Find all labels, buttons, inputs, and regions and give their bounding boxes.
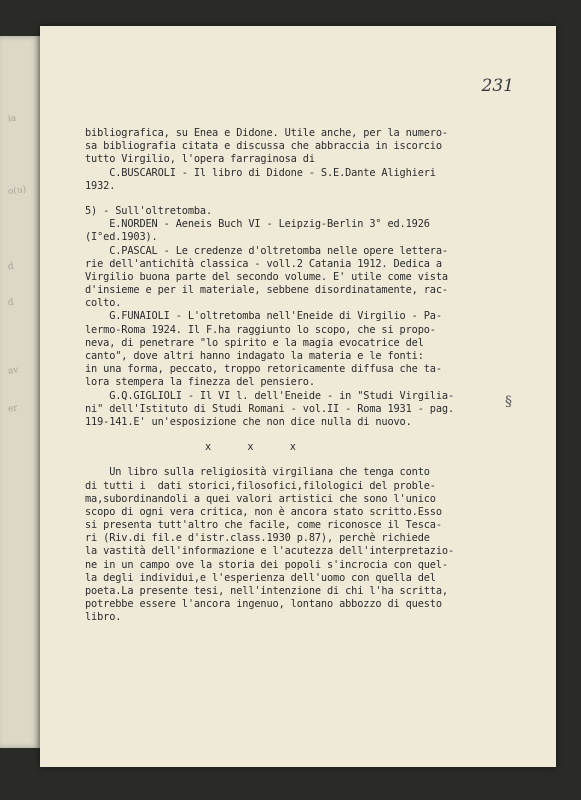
text-line: ri (Riv.di fil.e d'istr.class.1930 p.87), perchè richiede — [85, 532, 430, 545]
section-heading: 5) - Sull'oltretomba. — [85, 204, 213, 217]
text-line: bibliografica, su Enea e Didone. Utile anche, per la numero- — [85, 127, 448, 139]
text-line: E.NORDEN - Aeneis Buch VI - Leipzig-Berlin 3° ed.1926 — [85, 218, 430, 231]
paragraph-buscaroli — [85, 127, 505, 193]
text-line: la vastità dell'informazione e l'acutezza dell'interpretazio- — [85, 545, 455, 558]
text-line: 1932. — [85, 179, 116, 192]
page-number: 231 — [481, 76, 514, 96]
text-line: la degli individui,e l'esperienza dell'uomo con quella del — [85, 571, 436, 584]
left-page-mark: er — [7, 403, 19, 415]
left-page-mark: o(u) — [7, 184, 27, 198]
paragraph-religiosita — [85, 466, 505, 624]
text-line: ne in un campo ove la storia dei popoli s'incrocia con quel- — [85, 558, 448, 571]
text-line: G.Q.GIGLIOLI - Il VI l. dell'Eneide - in "Studi Virgilia- — [85, 389, 455, 402]
text-line: rie dell'antichità classica - voll.2 Catania 1912. Dedica a — [85, 257, 442, 270]
text-line: libro. — [85, 611, 122, 624]
text-line: potrebbe essere l'ancora ingenuo, lontano abbozzo di questo — [85, 598, 442, 611]
left-page-mark: av — [7, 365, 20, 377]
left-page-mark: ia — [7, 113, 17, 125]
text-line: poeta.La presente tesi, nell'intenzione di chi l'ha scritta, — [85, 585, 448, 597]
text-line: tutto Virgilio, l'opera farraginosa di — [85, 153, 315, 166]
text-line: d'insieme e per il materiale, sebbene disordinatamente, rac- — [85, 284, 448, 297]
text-line: Virgilio buona parte del secondo volume. E' utile come vista — [85, 270, 448, 283]
text-line: (I°ed.1903). — [85, 231, 158, 244]
text-line: canto", dove altri hanno indagato la materia e le fonti: — [85, 350, 424, 362]
text-line: di tutti i dati storici,filosofici,filologici del proble- — [85, 479, 436, 492]
paragraph-oltretomba — [85, 218, 505, 429]
margin-annotation: § — [505, 394, 512, 410]
text-line: neva, di penetrare "lo spirito e la magia evocatrice del — [85, 336, 424, 349]
text-line: si presenta tutt'altro che facile, come riconosce il Tesca- — [85, 519, 442, 532]
facing-page-edge — [0, 36, 40, 748]
left-page-mark: d — [7, 261, 15, 273]
text-line: sa bibliografia citata e discussa che abbraccia in iscorcio — [85, 140, 442, 153]
text-line: colto. — [85, 297, 122, 310]
typed-text-body — [85, 127, 505, 625]
text-line: G.FUNAIOLI - L'oltretomba nell'Eneide di Virgilio - Pa- — [85, 310, 442, 323]
text-line: C.PASCAL - Le credenze d'oltretomba nelle opere lettera- — [85, 244, 448, 257]
text-line: lermo-Roma 1924. Il F.ha raggiunto lo scopo, che si propo- — [85, 323, 436, 336]
text-line: ma,subordinandoli a quei valori artistici che sono l'unico — [85, 492, 436, 505]
text-line: lora stempera la finezza del pensiero. — [85, 376, 315, 389]
text-line: Un libro sulla religiosità virgiliana che tenga conto — [85, 466, 430, 479]
section-separator: x x x — [205, 441, 296, 454]
left-page-mark: d — [7, 297, 15, 309]
text-line: in una forma, peccato, troppo retoricamente diffusa che ta- — [85, 363, 442, 376]
text-line: ni" dell'Istituto di Studi Romani - vol.II - Roma 1931 - pag. — [85, 402, 455, 415]
text-line: scopo di ogni vera critica, non è ancora stato scritto.Esso — [85, 505, 442, 518]
text-line: C.BUSCAROLI - Il libro di Didone - S.E.Dante Alighieri — [85, 166, 436, 179]
text-line: 119-141.E' un'esposizione che non dice nulla di nuovo. — [85, 415, 412, 428]
